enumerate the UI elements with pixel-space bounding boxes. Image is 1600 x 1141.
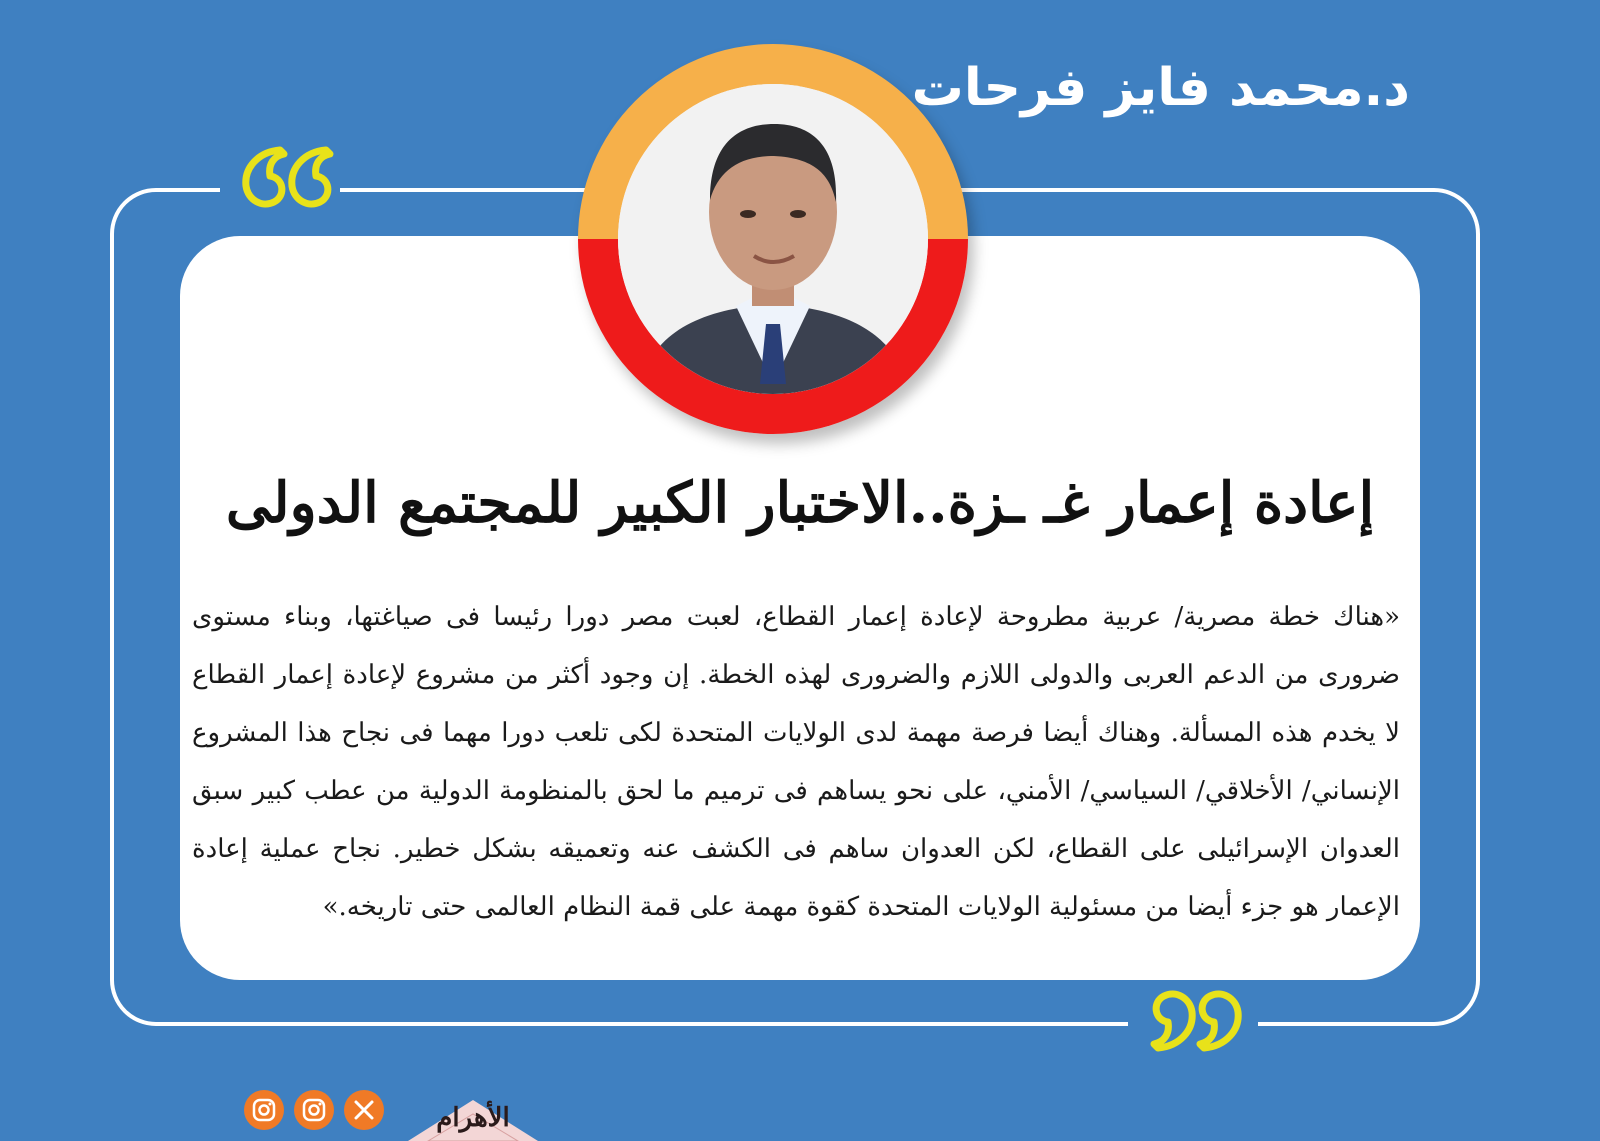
svg-text:الأهرام: الأهرام xyxy=(436,1103,510,1133)
open-quote-icon xyxy=(236,138,336,218)
author-photo xyxy=(618,84,928,394)
instagram-icon[interactable] xyxy=(244,1090,284,1130)
close-quote-icon xyxy=(1148,980,1248,1060)
author-name: د.محمد فايز فرحات xyxy=(911,58,1410,118)
portrait-ring xyxy=(578,44,968,434)
x-icon[interactable] xyxy=(344,1090,384,1130)
article-title: إعادة إعمار غـ ـزة..الاختبار الكبير للمجتمع الدولى xyxy=(225,470,1375,536)
al-ahram-logo xyxy=(398,1088,548,1141)
social-icons xyxy=(244,1090,384,1130)
quote-body: «هناك خطة مصرية/ عربية مطروحة لإعادة إعمار القطاع، لعبت مصر دورا رئيسا فى صياغتها، وبناء مستوى ضرورى من الدعم العربى والدولى اللازم والضرورى لهذه الخطة. إن وجود أكثر من مشروع لإعادة إعمار القطاع لا يخدم هذه المسألة. وهناك أيضا فرصة مهمة لدى الولايات المتحدة لكى تلعب دورا مهما فى نجاح هذا المشروع الإنساني/ الأخلاقي/ السياسي/ الأمني، على نحو يساهم فى ترميم ما لحق بالمنظومة الدولية من عطب كبير سبق العدوان الإسرائيلى على القطاع، لكن العدوان ساهم فى الكشف عنه وتعميقه بشكل خطير. نجاح عملية إعادة الإعمار هو جزء أيضا من مسئولية الولايات المتحدة كقوة مهمة على قمة النظام العالمى حتى تاريخه.» xyxy=(192,602,1400,922)
instagram-icon[interactable] xyxy=(294,1090,334,1130)
